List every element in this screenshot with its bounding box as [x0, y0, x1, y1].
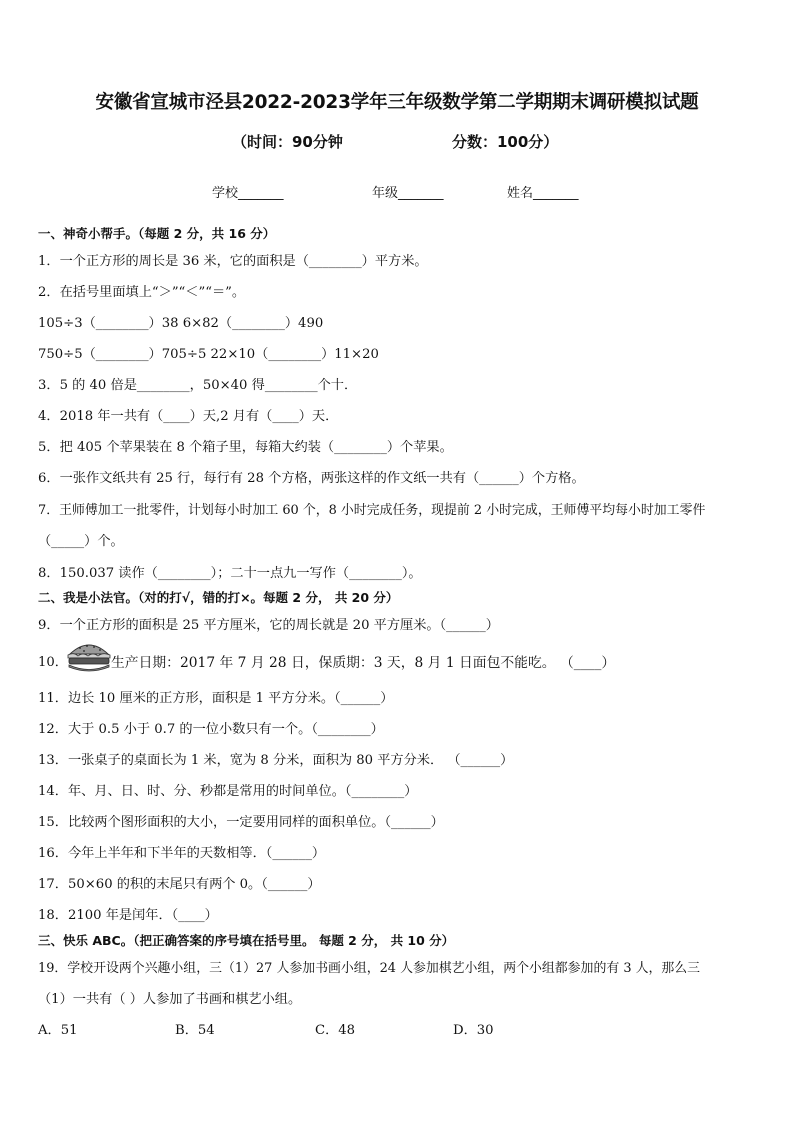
question-1: 1．一个正方形的周长是 36 米，它的面积是（________）平方米。 [38, 254, 428, 269]
option-a: A．51 [38, 1023, 78, 1038]
question-8: 8．150.037 读作（________）；二十一点九一写作（________）。 [38, 566, 422, 581]
hamburger-icon [66, 640, 112, 674]
question-19-line-2: （1）一共有（ ）人参加了书画和棋艺小组。 [38, 992, 302, 1007]
question-19-line-1: 19．学校开设两个兴趣小组，三（1）27 人参加书画小组，24 人参加棋艺小组，两个小组都参加的有 3 人，那么三 [38, 961, 701, 976]
question-7-line-1: 7．王师傅加工一批零件，计划每小时加工 60 个，8 小时完成任务，现提前 2 小时完成，王师傅平均每小时加工零件 [38, 503, 706, 518]
question-9: 9．一个正方形的面积是 25 平方厘米，它的周长就是 20 平方厘米。（______） [38, 618, 499, 633]
exam-score: 分数：100分） [452, 133, 559, 151]
question-5: 5．把 405 个苹果装在 8 个箱子里，每箱大约装（________）个苹果。 [38, 440, 453, 455]
question-12: 12．大于 0.5 小于 0.7 的一位小数只有一个。（________） [38, 722, 384, 737]
question-14: 14．年、月、日、时、分、秒都是常用的时间单位。（________） [38, 784, 418, 799]
question-7-line-2: （_____）个。 [38, 534, 124, 549]
question-15: 15．比较两个图形面积的大小，一定要用同样的面积单位。（______） [38, 815, 444, 830]
option-c: C．48 [315, 1023, 356, 1038]
question-10-number: 10． [38, 655, 68, 670]
section-1-heading: 一、神奇小帮手。（每题 2 分，共 16 分） [38, 226, 276, 241]
question-10-text: 生产日期：2017 年 7 月 28 日，保质期：3 天，8 月 1 日面包不能吃。 （____） [111, 655, 616, 671]
question-2-row-1: 105÷3（________）38 6×82（________）490 [38, 316, 324, 331]
question-4: 4．2018 年一共有（____）天,2 月有（____）天． [38, 409, 339, 424]
school-field: 学校_______ [212, 186, 284, 201]
question-2-row-2: 750÷5（________）705÷5 22×10（________）11×20 [38, 347, 379, 362]
question-17: 17．50×60 的积的末尾只有两个 0。（______） [38, 877, 321, 892]
question-11: 11．边长 10 厘米的正方形，面积是 1 平方分米。（______） [38, 691, 394, 706]
question-16: 16．今年上半年和下半年的天数相等．（______） [38, 846, 326, 861]
grade-field: 年级_______ [372, 186, 444, 201]
question-18: 18．2100 年是闰年．（____） [38, 908, 218, 923]
name-field: 姓名_______ [507, 186, 579, 201]
question-13: 13．一张桌子的桌面长为 1 米，宽为 8 分米，面积为 80 平方分米． （______） [38, 753, 514, 768]
question-3: 3．5 的 40 倍是________，50×40 得________个十． [38, 378, 358, 393]
section-3-heading: 三、快乐 ABC。（把正确答案的序号填在括号里。 每题 2 分， 共 10 分） [38, 933, 455, 948]
option-b: B．54 [175, 1023, 215, 1038]
section-2-heading: 二、我是小法官。（对的打√，错的打×。每题 2 分， 共 20 分） [38, 590, 399, 605]
exam-time: （时间：90分钟 [232, 133, 343, 151]
page-title: 安徽省宣城市泾县2022-2023学年三年级数学第二学期期末调研模拟试题 [95, 92, 699, 113]
question-6: 6．一张作文纸共有 25 行，每行有 28 个方格，两张这样的作文纸一共有（______）个方格。 [38, 471, 585, 486]
option-d: D．30 [453, 1023, 494, 1038]
question-2: 2．在括号里面填上“＞”“＜”“＝”。 [38, 285, 246, 300]
